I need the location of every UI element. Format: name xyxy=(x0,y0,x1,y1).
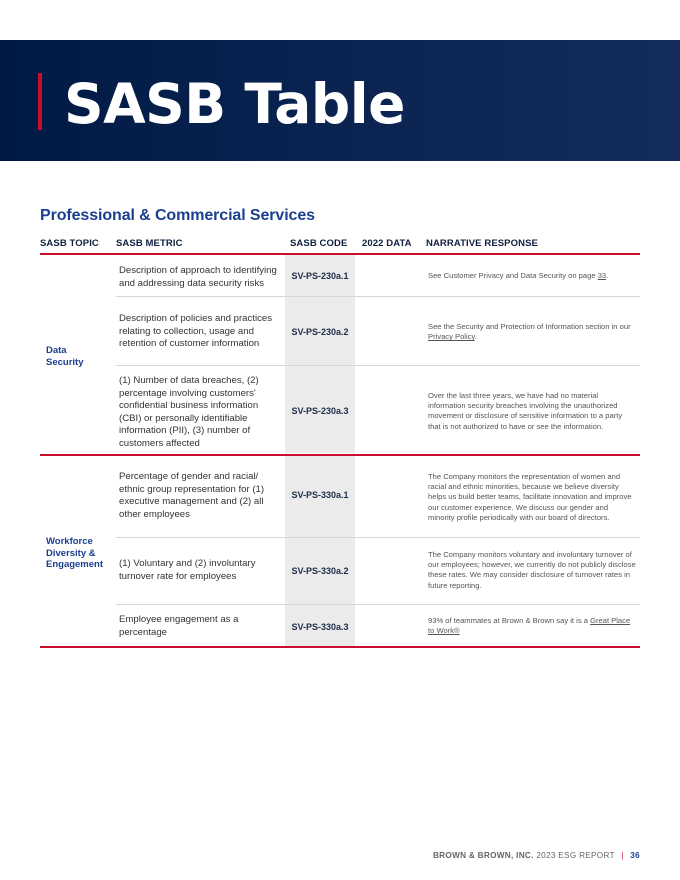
narrative-cell: The Company monitors voluntary and involuntary turnover of our employees; however, we currently do not publicly disclose these rates. We may consider disclosure of turnover rates in future reporting. xyxy=(428,550,636,590)
column-header-metric: SASB METRIC xyxy=(116,238,183,249)
column-header-topic: SASB TOPIC xyxy=(40,238,99,249)
page-number: 36 xyxy=(630,851,640,860)
page-title: SASB Table xyxy=(64,72,405,136)
title-accent-bar xyxy=(38,73,42,130)
code-cell: SV-PS-330a.3 xyxy=(291,622,349,632)
code-cell: SV-PS-230a.2 xyxy=(291,327,349,337)
narrative-cell: The Company monitors the representation of women and racial and ethnic minorities, because we believe diversity helps us build better teams, facilitate innovation and improve our customer experience. We discuss our gender and minority profile periodically with our board of directors. xyxy=(428,472,632,522)
metric-cell: Employee engagement as a percentage xyxy=(119,614,239,638)
page-footer xyxy=(433,851,640,860)
metric-cell: (1) Number of data breaches, (2) percentage involving customers' confidential business information (CBI) or personally identifiable information (PII), (3) number of customers affected xyxy=(119,375,259,449)
topic-workforce-diversity: Workforce Diversity & Engagement xyxy=(46,536,104,570)
code-cell: SV-PS-330a.2 xyxy=(291,566,349,576)
code-cell: SV-PS-230a.1 xyxy=(291,271,349,281)
header-rule xyxy=(40,253,640,255)
footer-report: 2023 ESG REPORT xyxy=(536,851,615,860)
code-column-band xyxy=(285,456,355,646)
metric-cell: Percentage of gender and racial/ ethnic group representation for (1) executive management and (2) all other employees xyxy=(119,471,265,520)
metric-cell: Description of approach to identifying and addressing data security risks xyxy=(119,265,277,289)
code-column-band xyxy=(285,255,355,453)
code-cell: SV-PS-230a.3 xyxy=(291,406,349,416)
footer-company: BROWN & BROWN, INC. xyxy=(432,851,534,860)
section-title: Professional & Commercial Services xyxy=(40,207,315,224)
narrative-cell: See Customer Privacy and Data Security on page 33. xyxy=(428,271,609,280)
privacy-policy-link[interactable]: Privacy Policy xyxy=(428,332,475,342)
narrative-cell: 93% of teammates at Brown & Brown say it is a Great Place to Work® xyxy=(428,616,631,636)
group-rule xyxy=(40,454,640,456)
column-header-code: SASB CODE xyxy=(290,238,348,249)
narrative-cell: Over the last three years, we have had no material information security breaches involving the unauthorized movement or disclosure of sensitive information to a party that is not authorized to have or see the information. xyxy=(428,391,623,431)
topic-data-security: Data Security xyxy=(46,345,84,368)
title-banner xyxy=(0,40,680,161)
code-cell: SV-PS-330a.1 xyxy=(291,490,349,500)
row-divider xyxy=(116,365,640,366)
table-bottom-rule xyxy=(40,646,640,648)
narrative-cell: See the Security and Protection of Information section in our Privacy Policy. xyxy=(428,322,631,342)
great-place-to-work-link[interactable]: Great Place to Work® xyxy=(428,616,631,636)
row-divider xyxy=(116,296,640,297)
metric-cell: Description of policies and practices relating to collection, usage and retention of customer information xyxy=(119,313,273,350)
column-header-narrative: NARRATIVE RESPONSE xyxy=(426,238,538,249)
row-divider xyxy=(116,537,640,538)
row-divider xyxy=(116,604,640,605)
page-link[interactable]: 33 xyxy=(597,271,607,280)
footer-separator: | xyxy=(621,851,624,860)
metric-cell: (1) Voluntary and (2) involuntary turnover rate for employees xyxy=(119,558,256,582)
column-header-data: 2022 DATA xyxy=(362,238,412,249)
